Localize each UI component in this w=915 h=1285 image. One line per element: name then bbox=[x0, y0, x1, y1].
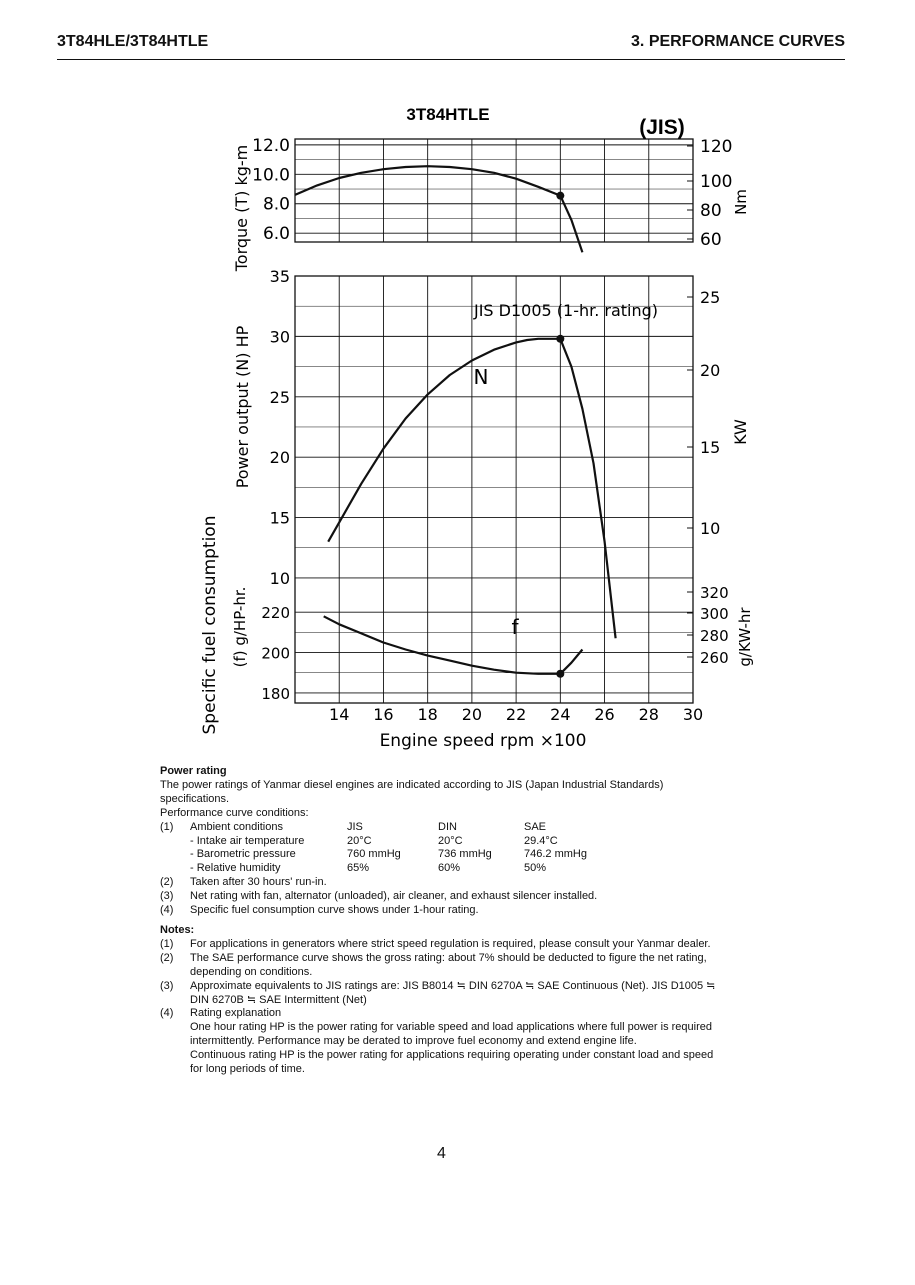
condition-label: - Intake air temperature bbox=[190, 834, 305, 847]
y-tick-label: 8.0 bbox=[262, 194, 290, 215]
x-tick-label: 28 bbox=[638, 705, 659, 724]
list-item bbox=[160, 876, 728, 890]
power-rating-intro: The power ratings of Yanmar diesel engines are indicated according to JIS (Japan Industrial Standards) specifications. bbox=[160, 778, 664, 805]
x-tick-label: 22 bbox=[505, 705, 527, 724]
item-text: For applications in generators where strict speed regulation is required, please consult your Yanmar dealer. bbox=[190, 937, 711, 950]
y-tick-label: 220 bbox=[261, 604, 290, 623]
fuel-axis-sublabel: (f) g/HP-hr. bbox=[231, 586, 249, 668]
condition-sae: 50% bbox=[524, 862, 547, 875]
y-tick-label: 180 bbox=[261, 684, 290, 703]
x-tick-label: 24 bbox=[550, 705, 571, 724]
model-title: 3T84HLE/3T84HTLE bbox=[57, 33, 209, 50]
x-tick-label: 30 bbox=[682, 705, 704, 724]
torque-right-axis-label: Nm bbox=[732, 189, 750, 215]
condition-jis: 760 mmHg bbox=[347, 848, 401, 861]
x-tick-label: 14 bbox=[329, 705, 350, 724]
standard-label: (JIS) bbox=[639, 116, 685, 139]
condition-row bbox=[160, 848, 728, 862]
list-item bbox=[160, 938, 728, 952]
series-N-label: N bbox=[473, 365, 489, 389]
rating-annotation: JIS D1005 (1-hr. rating) bbox=[473, 301, 659, 320]
rated-point bbox=[556, 192, 564, 200]
condition-din: 20°C bbox=[438, 834, 463, 847]
x-tick-label: 26 bbox=[594, 705, 615, 724]
y-right-tick-label: 260 bbox=[700, 649, 729, 667]
x-axis-label: Engine speed rpm ×100 bbox=[379, 731, 587, 751]
item-number: (4) bbox=[160, 904, 174, 917]
power-fuel-panel-frame bbox=[295, 276, 693, 703]
torque-axis-label: Torque (T) kg-m bbox=[232, 144, 251, 272]
list-item bbox=[160, 952, 728, 980]
y-tick-label: 200 bbox=[261, 644, 290, 663]
notes-heading: Notes: bbox=[160, 923, 195, 936]
series-T-line bbox=[295, 166, 582, 252]
y-right-tick-label: 20 bbox=[700, 361, 721, 380]
y-right-tick-label: 25 bbox=[700, 288, 721, 307]
item-number: (2) bbox=[160, 876, 174, 889]
y-tick-label: 30 bbox=[269, 327, 290, 347]
torque-panel-frame bbox=[295, 139, 693, 242]
rated-point bbox=[556, 670, 564, 678]
power-rating-heading: Power rating bbox=[160, 765, 227, 777]
condition-row bbox=[160, 835, 728, 849]
item-number: (1) bbox=[160, 820, 174, 833]
y-tick-label: 35 bbox=[269, 267, 290, 286]
item-text: Specific fuel consumption curve shows under 1-hour rating. bbox=[190, 904, 479, 917]
text-body bbox=[160, 765, 728, 1077]
series-f-label: f bbox=[511, 615, 519, 639]
item-text: Net rating with fan, alternator (unloaded), air cleaner, and exhaust silencer installed. bbox=[190, 890, 598, 903]
rated-point bbox=[556, 335, 564, 343]
y-right-tick-label: 280 bbox=[700, 627, 729, 645]
y-right-tick-label: 15 bbox=[700, 438, 721, 457]
y-right-tick-label: 80 bbox=[700, 201, 722, 221]
item-extra: One hour rating HP is the power rating for variable speed and load applications where full power is required intermittently. Performance may be derated to improve fuel economy and extend engine life. bbox=[190, 1021, 712, 1048]
condition-sae: 29.4°C bbox=[524, 834, 558, 847]
y-tick-label: 25 bbox=[269, 387, 290, 407]
item-text: The SAE performance curve shows the gross rating: about 7% should be deducted to figure the net rating, depending on conditions. bbox=[190, 951, 707, 978]
item-text: Approximate equivalents to JIS ratings are: JIS B8014 ≒ DIN 6270A ≒ SAE Continuous (Net). JIS D1005 ≒ DIN 6270B ≒ SAE Intermittent (Net) bbox=[190, 979, 716, 1006]
list-item bbox=[160, 1007, 728, 1077]
list-item bbox=[160, 904, 728, 918]
chart-title: 3T84HTLE bbox=[406, 105, 490, 124]
col-din: DIN bbox=[438, 820, 457, 833]
power-axis-label: Power output (N) HP bbox=[233, 325, 252, 489]
conditions-header-row bbox=[160, 821, 728, 835]
item-number: (1) bbox=[160, 937, 174, 950]
item-number: (3) bbox=[160, 979, 174, 992]
y-tick-label: 6.0 bbox=[262, 224, 290, 245]
item-number: (3) bbox=[160, 890, 174, 903]
col-sae: SAE bbox=[524, 820, 547, 833]
power-right-axis-label: KW bbox=[731, 419, 750, 445]
item-text: Rating explanation bbox=[190, 1007, 282, 1020]
condition-din: 736 mmHg bbox=[438, 848, 492, 861]
x-tick-label: 20 bbox=[461, 705, 483, 724]
item-number: (2) bbox=[160, 951, 174, 964]
condition-jis: 20°C bbox=[347, 834, 372, 847]
fuel-right-axis-label: g/KW-hr bbox=[736, 607, 754, 667]
y-tick-label: 20 bbox=[269, 448, 290, 468]
y-right-tick-label: 320 bbox=[700, 584, 729, 602]
condition-jis: 65% bbox=[347, 862, 370, 875]
list-item bbox=[160, 890, 728, 904]
page-number: 4 bbox=[437, 1145, 446, 1162]
y-right-tick-label: 100 bbox=[700, 172, 733, 192]
col-jis: JIS bbox=[347, 820, 363, 833]
condition-label: - Relative humidity bbox=[190, 862, 281, 875]
list-item bbox=[160, 980, 728, 1008]
condition-sae: 746.2 mmHg bbox=[524, 848, 587, 861]
condition-row bbox=[160, 862, 728, 876]
y-tick-label: 10 bbox=[269, 568, 290, 588]
y-tick-label: 12.0 bbox=[252, 135, 290, 156]
conditions-heading: Performance curve conditions: bbox=[160, 806, 309, 819]
item-number: (4) bbox=[160, 1007, 174, 1020]
item-text: Taken after 30 hours' run-in. bbox=[190, 876, 327, 889]
x-tick-label: 16 bbox=[373, 705, 394, 724]
y-tick-label: 15 bbox=[269, 508, 290, 528]
y-right-tick-label: 300 bbox=[700, 605, 729, 623]
y-right-tick-label: 60 bbox=[700, 230, 722, 250]
fuel-axis-label: Specific fuel consumption bbox=[200, 515, 220, 735]
conditions-label: Ambient conditions bbox=[190, 820, 283, 833]
y-right-tick-label: 120 bbox=[700, 137, 733, 157]
condition-label: - Barometric pressure bbox=[190, 848, 296, 861]
series-f-line bbox=[324, 616, 583, 674]
y-right-tick-label: 10 bbox=[700, 519, 721, 538]
y-tick-label: 10.0 bbox=[252, 165, 290, 186]
item-extra: Continuous rating HP is the power rating for applications requiring operating under constant load and speed for long periods of time. bbox=[190, 1049, 714, 1076]
condition-din: 60% bbox=[438, 862, 461, 875]
section-title: 3. PERFORMANCE CURVES bbox=[631, 33, 845, 50]
x-tick-label: 18 bbox=[417, 705, 438, 724]
